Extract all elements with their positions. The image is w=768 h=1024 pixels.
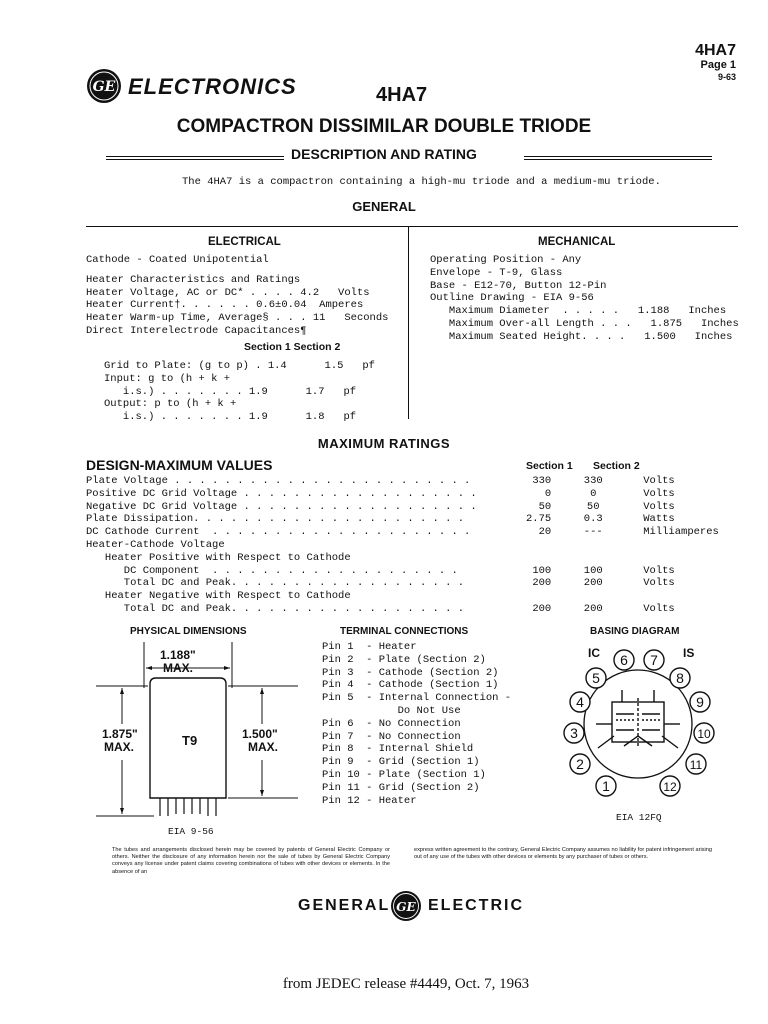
mechanical-line: Maximum Over-all Length . . . 1.875 Inches [430, 317, 739, 330]
capacitance-line: i.s.) . . . . . . . 1.9 1.7 pf [104, 385, 357, 398]
rating-label: Total DC and Peak. . . . . . . . . . . . . . . . . . . [86, 602, 465, 615]
basing-pin-number: 9 [696, 694, 704, 710]
physical-heading: PHYSICAL DIMENSIONS [130, 626, 247, 637]
rating-unit [635, 590, 733, 603]
rating-section-2 [551, 590, 635, 603]
electrical-line: Heater Current†. . . . . . 0.6±0.04 Amperes [86, 299, 364, 312]
rating-section-2: 100 [583, 564, 603, 577]
basing-ic-label: IC [588, 646, 600, 660]
rating-unit: Volts [643, 475, 675, 487]
basing-pin-number: 4 [576, 694, 584, 710]
diameter-max: MAX. [163, 661, 193, 675]
rating-label: Negative DC Grid Voltage . . . . . . . . . . . . . . . . . . . [86, 500, 477, 513]
basing-pin-number: 5 [592, 670, 600, 686]
basing-pin-number: 10 [697, 727, 711, 741]
rating-label: DC Cathode Current . . . . . . . . . . . . . . . . . . . . . [86, 526, 471, 539]
mechanical-heading: MECHANICAL [538, 236, 616, 248]
rating-section-2: --- [583, 526, 603, 539]
basing-diagram [556, 640, 720, 804]
rating-section-1 [526, 539, 551, 552]
tube-code: 4HA7 [695, 42, 736, 59]
electrical-line: Heater Warm-up Time, Average§ . . . 11 Seconds [86, 312, 389, 325]
max-ratings-heading: MAXIMUM RATINGS [317, 436, 451, 451]
mechanical-line: Maximum Diameter . . . . . 1.188 Inches [430, 305, 727, 318]
terminals-heading: TERMINAL CONNECTIONS [340, 626, 469, 637]
mechanical-line: Operating Position - Any [430, 254, 582, 266]
capacitance-header: Section 1 Section 2 [244, 341, 341, 353]
terminal-list [322, 641, 511, 807]
terminal-item: Pin 6 - No Connection [322, 717, 461, 730]
general-heading: GENERAL [352, 199, 416, 214]
capacitance-block [104, 360, 375, 424]
rating-section-1 [526, 552, 551, 565]
rating-unit: Volts [643, 564, 675, 577]
ge-logo [86, 68, 122, 104]
rating-section-1: 20 [538, 526, 552, 539]
terminal-item: Pin 10 - Plate (Section 1) [322, 768, 486, 781]
rating-row [86, 475, 733, 488]
basing-pin-number: 1 [602, 778, 610, 794]
rating-label: Plate Voltage . . . . . . . . . . . . . . . . . . . . . . . . [86, 475, 471, 487]
rating-section-1: 200 [532, 602, 552, 615]
rating-section-2 [551, 552, 635, 565]
svg-text:GE: GE [396, 900, 416, 914]
rating-label: Plate Dissipation. . . . . . . . . . . . . . . . . . . . . . [86, 513, 465, 526]
basing-is-label: IS [683, 646, 695, 660]
footer-brand-general: GENERAL [298, 897, 391, 914]
basing-pin-number: 7 [650, 652, 658, 668]
rating-row [86, 526, 733, 539]
intro-text: The 4HA7 is a compactron containing a high-mu triode and a medium-mu triode. [182, 176, 661, 188]
general-rule [86, 226, 738, 227]
mechanical-block [430, 254, 739, 344]
rating-row [86, 513, 733, 526]
mechanical-line: Base - E12-70, Button 12-Pin [430, 279, 607, 292]
overall-length-max: MAX. [104, 740, 134, 754]
rating-section-1: 200 [532, 577, 552, 590]
capacitance-line: Input: g to (h + k + [104, 372, 231, 385]
general-divider [408, 227, 409, 419]
rating-unit: Volts [643, 500, 675, 513]
rating-section-1: 50 [538, 500, 552, 513]
basing-pin-number: 3 [570, 725, 578, 741]
rating-row [86, 577, 733, 590]
col-section-1: Section 1 [526, 460, 573, 472]
basing-pin-number: 8 [676, 670, 684, 686]
terminal-item: Pin 5 - Internal Connection - [322, 692, 512, 705]
terminal-item: Pin 3 - Cathode (Section 2) [322, 666, 499, 679]
overall-length-label: 1.875" [102, 727, 138, 741]
rating-section-2: 0.3 [583, 513, 603, 526]
outline-caption: EIA 9-56 [168, 826, 214, 837]
rating-unit: Milliamperes [643, 526, 719, 539]
capacitance-line: Output: p to (h + k + [104, 398, 237, 411]
electrical-line: Heater Characteristics and Ratings [86, 273, 301, 286]
rating-label: Heater-Cathode Voltage [86, 538, 225, 551]
rating-section-2 [551, 539, 635, 552]
rating-row [86, 603, 733, 616]
rating-section-1: 100 [532, 564, 552, 577]
col-section-2: Section 2 [593, 460, 640, 472]
terminal-item: Do Not Use [322, 704, 461, 717]
capacitance-line: Grid to Plate: (g to p) . 1.4 1.5 pf [104, 360, 375, 372]
brand-electronics: ELECTRONICS [128, 74, 297, 99]
rating-row [86, 552, 733, 565]
document-title: 4HA7 [376, 84, 428, 106]
mechanical-line: Maximum Seated Height. . . . 1.500 Inches [430, 330, 733, 343]
rating-row [86, 590, 733, 603]
mechanical-line: Outline Drawing - EIA 9-56 [430, 292, 594, 305]
terminal-item: Pin 8 - Internal Shield [322, 743, 474, 756]
rating-section-1: 2.75 [526, 513, 552, 526]
terminal-item: Pin 4 - Cathode (Section 1) [322, 679, 499, 692]
mechanical-line: Envelope - T-9, Glass [430, 266, 563, 279]
terminal-item: Pin 7 - No Connection [322, 730, 461, 743]
basing-pin-number: 6 [620, 652, 628, 668]
rating-row [86, 501, 733, 514]
basing-pin-number: 2 [576, 756, 584, 772]
rating-row [86, 539, 733, 552]
rating-unit: Volts [643, 577, 675, 590]
bulb-label: T9 [182, 733, 198, 748]
svg-text:GE: GE [92, 79, 116, 95]
rating-unit: Watts [643, 513, 675, 526]
rating-section-1 [526, 590, 551, 603]
rating-label: Heater Positive with Respect to Cathode [86, 551, 351, 564]
rating-section-2: 0 [590, 487, 597, 500]
footer-ge-logo [390, 890, 422, 922]
rating-unit [635, 539, 733, 552]
rating-label: Positive DC Grid Voltage . . . . . . . . . . . . . . . . . . . [86, 487, 477, 500]
rating-section-1: 0 [544, 487, 552, 500]
page-number: Page 1 [700, 59, 736, 71]
basing-caption: EIA 12FQ [616, 812, 662, 823]
rating-unit: Volts [643, 487, 675, 500]
rule-right-2 [524, 159, 712, 160]
terminal-item: Pin 9 - Grid (Section 1) [322, 756, 480, 769]
basing-pin-number: 11 [689, 758, 703, 772]
terminal-item: Pin 12 - Heater [322, 794, 417, 807]
diameter-label: 1.188" [160, 648, 196, 662]
terminal-item: Pin 11 - Grid (Section 2) [322, 781, 480, 794]
rating-unit: Volts [643, 602, 675, 615]
rating-label: DC Component . . . . . . . . . . . . . . . . . . . . [86, 564, 458, 577]
section-heading: DESCRIPTION AND RATING [291, 146, 477, 162]
basing-heading: BASING DIAGRAM [590, 626, 680, 637]
rating-section-2: 200 [583, 577, 603, 590]
issue-date: 9-63 [717, 72, 736, 82]
rating-section-2: 200 [583, 602, 603, 615]
rating-section-2: 50 [586, 500, 600, 513]
rating-unit [635, 552, 733, 565]
rating-section-1: 330 [532, 475, 552, 487]
max-ratings-table [86, 475, 733, 616]
capacitance-line: i.s.) . . . . . . . 1.9 1.8 pf [104, 411, 357, 424]
rating-section-2: 330 [583, 475, 603, 487]
rating-label: Heater Negative with Respect to Cathode [86, 590, 351, 603]
basing-pin-number: 12 [663, 780, 677, 794]
rating-row [86, 565, 733, 578]
disclaimer-left: The tubes and arrangements disclosed herein may be covered by patents of General Electric Company or others. Neither the disclosure of any information herein nor the sale of tubes by General Electric Company conveys any license under patent claims covering combinations of tubes with other devices or elements. In the absence of an [112, 847, 390, 875]
terminal-item: Pin 2 - Plate (Section 2) [322, 653, 486, 666]
electrical-line [86, 267, 388, 274]
terminal-item: Pin 1 - Heater [322, 641, 417, 653]
disclaimer-right: express written agreement to the contrary, General Electric Company assumes no liability for patent infringement arising out of any use of the tubes with other devices or elements by any purchaser of tubes or others. [414, 847, 712, 861]
electrical-block [86, 254, 388, 338]
rule-right [524, 156, 712, 157]
electrical-line: Direct Interelectrode Capacitances¶ [86, 324, 307, 337]
rating-row [86, 488, 733, 501]
footer-brand-electric: ELECTRIC [428, 897, 524, 914]
source-note: from JEDEC release #4449, Oct. 7, 1963 [282, 976, 530, 992]
seated-height-max: MAX. [248, 740, 278, 754]
electrical-line: Heater Voltage, AC or DC* . . . . 4.2 Volts [86, 286, 370, 299]
seated-height-label: 1.500" [242, 727, 278, 741]
design-max-heading: DESIGN-MAXIMUM VALUES [86, 457, 273, 473]
document-subtitle: COMPACTRON DISSIMILAR DOUBLE TRIODE [176, 116, 592, 137]
electrical-heading: ELECTRICAL [208, 236, 281, 248]
electrical-line: Cathode - Coated Unipotential [86, 254, 269, 266]
rating-label: Total DC and Peak. . . . . . . . . . . . . . . . . . . [86, 577, 465, 590]
